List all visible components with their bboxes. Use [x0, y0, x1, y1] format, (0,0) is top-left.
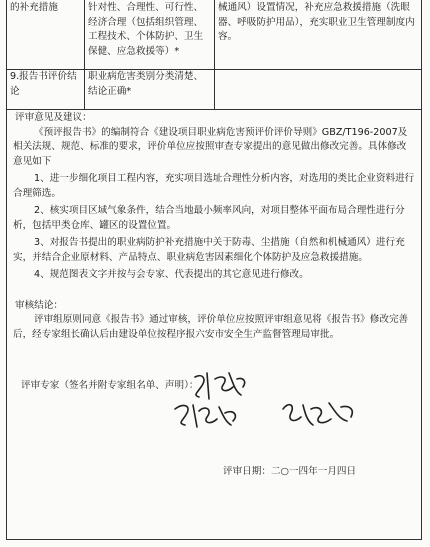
table-row — [7, 0, 421, 70]
review-item-4: 4、规范图表文字并按与会专家、代表提出的其它意见进行修改。 — [34, 269, 309, 280]
review-form-table — [6, 0, 422, 540]
review-date: 评审日期：二○一四年一月四日 — [223, 466, 357, 477]
requirement-text: 针对性、合理性、可行性、经济合理（包括组织管理、工程技术、个体防护、卫生保健、应急救援等）* — [88, 2, 204, 57]
review-intro: 《预评报告书》的编制符合《建设项目职业病危害预评价评价导则》GBZ/T196-2007及相关法规、规范、标准的要求，评价单位应按照审查专家提出的意见做出修改完善。具体修改意见如下 — [13, 126, 408, 167]
handwritten-signatures — [163, 365, 383, 435]
item-text: 9.报告书评价结论 — [10, 71, 77, 97]
conclusion-text: 评审组原则同意《报告书》通过审核，评价单位应按照评审组意见将《报告书》修改完善后，经专家组长确认后由建设单位按程序报六安市安全生产监督管理局审批。 — [13, 314, 409, 340]
experts-label: 评审专家（签名并附专家组名单、声明）： — [21, 380, 199, 391]
signature-area — [13, 379, 413, 459]
conclusion-heading: 审核结论： — [15, 299, 63, 311]
table-row — [7, 69, 421, 110]
item-text: 的补充措施 — [10, 2, 58, 13]
requirement-text: 职业病危害类别分类清楚、结论正确* — [88, 71, 204, 97]
review-section — [7, 109, 421, 539]
review-item-2: 2、核实项目区域气象条件，结合当地最小频率风向，对项目整体平面布局合理性进行分析，包括甲类仓库、罐区的设置位置。 — [13, 205, 405, 231]
review-heading: 评审意见及建议： — [15, 112, 92, 123]
review-item-3: 3、对报告书提出的职业病防护补充措施中关于防毒、尘措施（自然和机械通风）进行充实，并结合企业原材料、产品特点、职业病危害因素细化个体防护及应急救援措施。 — [13, 237, 405, 263]
requirement-cell — [85, 69, 215, 109]
item-cell — [7, 69, 85, 109]
requirement-cell — [85, 0, 215, 69]
review-item-1: 1、进一步细化项目工程内容，充实项目选址合理性分析内容，对选用的类比企业资料进行合理筛选。 — [13, 173, 415, 199]
item-cell — [7, 0, 85, 69]
issue-cell — [215, 69, 421, 109]
issue-cell — [215, 0, 421, 69]
issue-text: 械通风）设置情况，补充应急救援措施（洗眼器、呼吸防护用品），充实职业卫生管理制度内容。 — [218, 2, 415, 42]
